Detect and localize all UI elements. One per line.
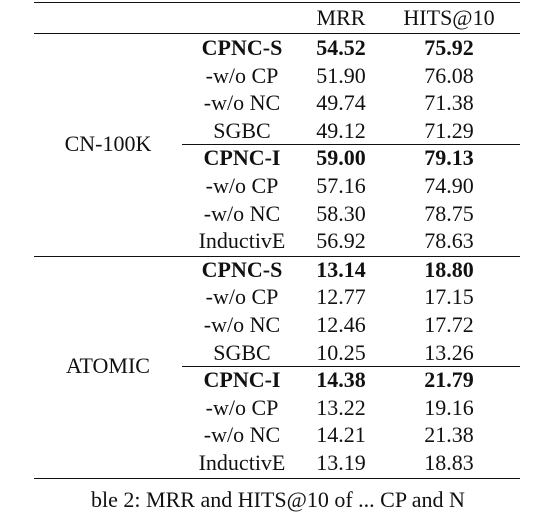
hits-cell: 17.15	[424, 284, 474, 310]
mrr-cell: 13.22	[316, 394, 366, 420]
mrr-cell: 13.14	[316, 256, 366, 282]
hits-cell: 76.08	[424, 62, 474, 88]
hits-cell: 21.38	[424, 422, 474, 448]
method-cell: -w/o CP	[205, 173, 279, 198]
method-cell: CPNC-S	[201, 256, 283, 282]
bottom-rule	[34, 478, 520, 479]
table-caption: ble 2: MRR and HITS@10 of ... CP and N	[91, 487, 465, 512]
mrr-cell: 49.74	[316, 90, 366, 116]
header-mrr: MRR	[316, 5, 366, 30]
method-cell: -w/o NC	[203, 422, 281, 448]
group-label: CN-100K	[64, 131, 152, 157]
hits-cell: 78.75	[424, 200, 474, 226]
hits-cell: 78.63	[424, 228, 474, 254]
hits-cell: 13.26	[424, 339, 474, 365]
method-cell: CPNC-S	[201, 35, 283, 60]
header-hits-at-10: HITS@10	[403, 5, 495, 30]
mrr-cell: 14.21	[316, 422, 366, 448]
mrr-cell: 58.30	[316, 200, 366, 226]
hits-cell: 71.38	[424, 90, 474, 116]
mrr-cell: 57.16	[316, 173, 366, 198]
mrr-cell: 59.00	[316, 145, 366, 171]
mrr-cell: 51.90	[316, 62, 366, 88]
method-cell: SGBC	[213, 339, 271, 365]
mrr-cell: 54.52	[316, 35, 366, 60]
method-cell: CPNC-I	[203, 367, 281, 393]
group-label: ATOMIC	[66, 353, 150, 379]
method-cell: -w/o CP	[205, 284, 279, 310]
hits-cell: 18.80	[424, 256, 474, 282]
method-cell: -w/o CP	[205, 394, 279, 420]
method-cell: -w/o NC	[203, 90, 281, 116]
method-cell: InductivE	[198, 450, 286, 475]
hits-cell: 21.79	[424, 367, 474, 393]
hits-cell: 18.83	[424, 450, 474, 475]
hits-cell: 79.13	[424, 145, 474, 171]
method-cell: CPNC-I	[203, 145, 281, 171]
method-cell: InductivE	[198, 228, 286, 254]
mrr-cell: 14.38	[316, 367, 366, 393]
method-cell: -w/o CP	[205, 62, 279, 88]
method-cell: -w/o NC	[203, 312, 281, 337]
hits-cell: 74.90	[424, 173, 474, 198]
mrr-cell: 10.25	[316, 339, 366, 365]
mrr-cell: 56.92	[316, 228, 366, 254]
method-cell: SGBC	[213, 117, 271, 143]
method-cell: -w/o NC	[203, 200, 281, 226]
hits-cell: 17.72	[424, 312, 474, 337]
hits-cell: 71.29	[424, 117, 474, 143]
mrr-cell: 13.19	[316, 450, 366, 475]
hits-cell: 75.92	[424, 35, 474, 60]
top-rule	[34, 2, 520, 3]
hits-cell: 19.16	[424, 394, 474, 420]
mrr-cell: 49.12	[316, 117, 366, 143]
mrr-cell: 12.46	[316, 312, 366, 337]
mrr-cell: 12.77	[316, 284, 366, 310]
